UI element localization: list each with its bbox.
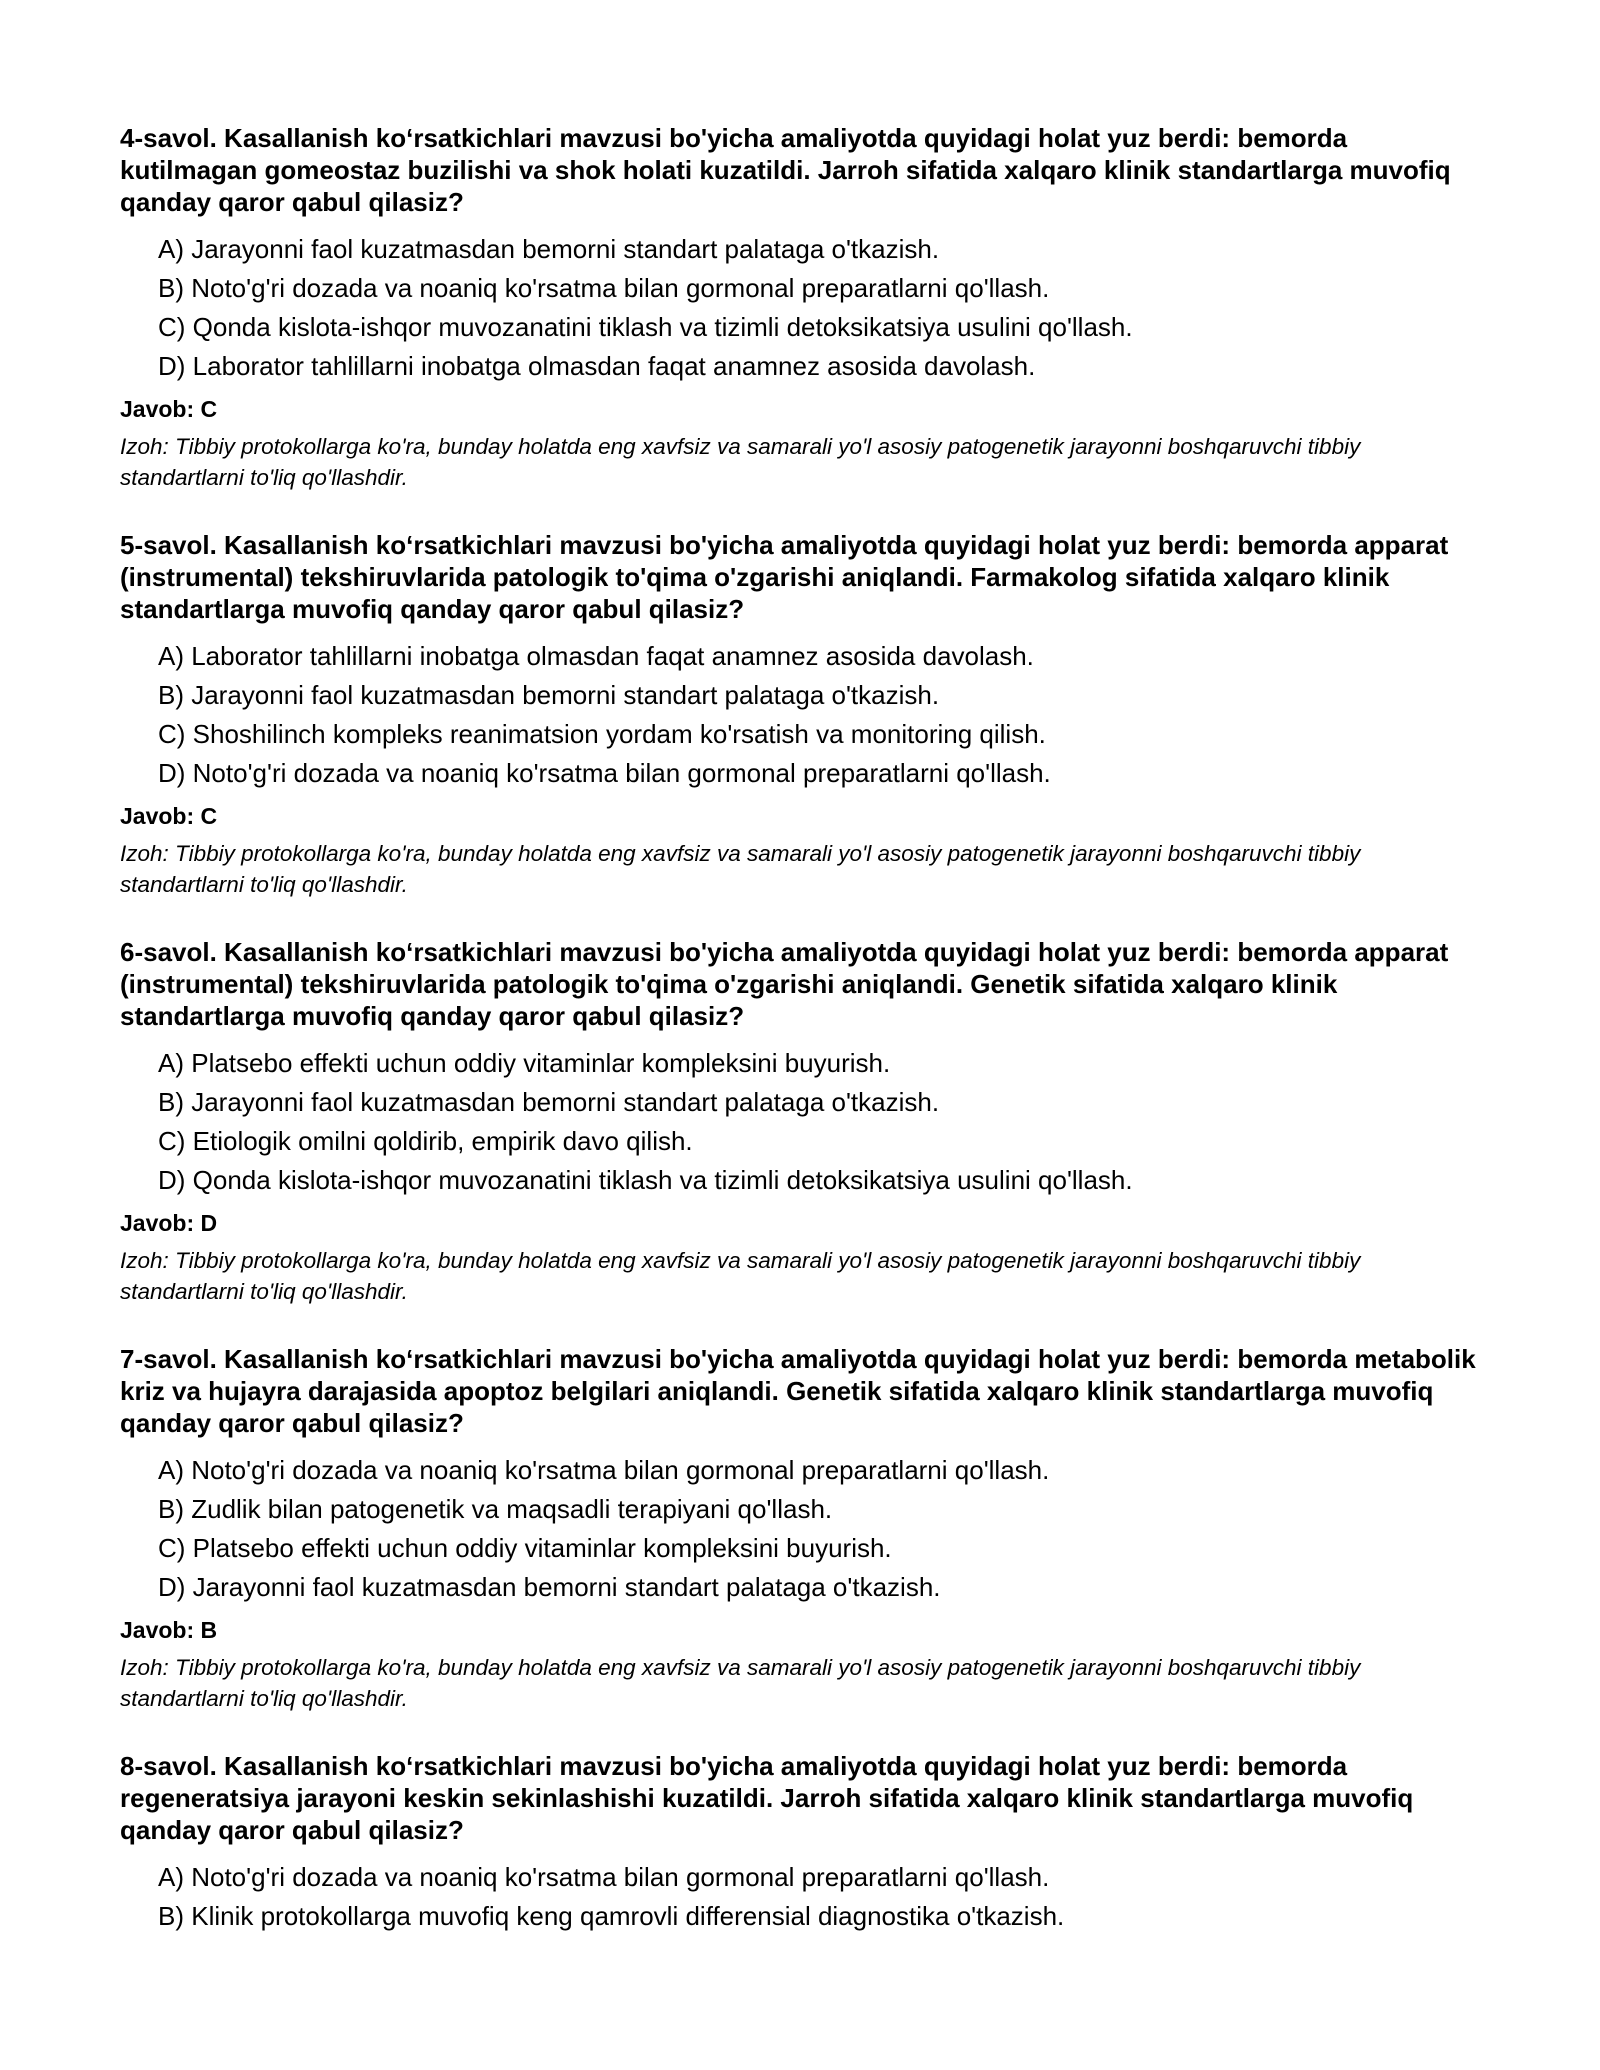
option-d: D) Noto'g'ri dozada va noaniq ko'rsatma bilan gormonal preparatlarni qo'llash. <box>158 758 1051 788</box>
option-b: B) Klinik protokollarga muvofiq keng qamrovli differensial diagnostika o'tkazish. <box>158 1901 1065 1931</box>
question-title: 4-savol. Kasallanish ko‘rsatkichlari mavzusi bo'yicha amaliyotda quyidagi holat yuz berdi: bemorda kutilmagan gomeostaz buzilishi va shok holati kuzatildi. Jarroh sifatida xalqaro klinik standartlarga muvofiq qanday qaror qabul qilasiz? <box>120 123 1451 217</box>
answer-label: Javob: C <box>120 803 218 829</box>
question-block <box>120 529 1490 900</box>
option-d: D) Laborator tahlillarni inobatga olmasdan faqat anamnez asosida davolash. <box>158 351 1036 381</box>
question-block <box>120 936 1490 1307</box>
option-a: A) Platsebo effekti uchun oddiy vitaminlar kompleksini buyurish. <box>158 1048 891 1078</box>
explanation-note: Izoh: Tibbiy protokollarga ko'ra, bunday holatda eng xavfsiz va samarali yo'l asosiy patogenetik jarayonni boshqaruvchi tibbiy standartlarni to'liq qo'llashdir. <box>120 1248 1361 1304</box>
option-c: C) Platsebo effekti uchun oddiy vitaminlar kompleksini buyurish. <box>158 1533 892 1563</box>
question-title: 6-savol. Kasallanish ko‘rsatkichlari mavzusi bo'yicha amaliyotda quyidagi holat yuz berdi: bemorda apparat (instrumental) tekshiruvlarida patologik to'qima o'zgarishi aniqlandi. Genetik sifatida xalqaro klinik standartlarga muvofiq qanday qaror qabul qilasiz? <box>120 937 1449 1031</box>
option-c: C) Qonda kislota-ishqor muvozanatini tiklash va tizimli detoksikatsiya usulini qo'llash. <box>158 312 1133 342</box>
document-page <box>120 122 1490 1972</box>
explanation-note: Izoh: Tibbiy protokollarga ko'ra, bunday holatda eng xavfsiz va samarali yo'l asosiy patogenetik jarayonni boshqaruvchi tibbiy standartlarni to'liq qo'llashdir. <box>120 841 1361 897</box>
option-c: C) Etiologik omilni qoldirib, empirik davo qilish. <box>158 1126 693 1156</box>
explanation-note: Izoh: Tibbiy protokollarga ko'ra, bunday holatda eng xavfsiz va samarali yo'l asosiy patogenetik jarayonni boshqaruvchi tibbiy standartlarni to'liq qo'llashdir. <box>120 434 1361 490</box>
options-list <box>120 1451 1490 1607</box>
question-block <box>120 122 1490 493</box>
options-list <box>120 1858 1490 1936</box>
question-block <box>120 1750 1490 1936</box>
options-list <box>120 1044 1490 1200</box>
option-a: A) Jarayonni faol kuzatmasdan bemorni standart palataga o'tkazish. <box>158 234 940 264</box>
option-b: B) Zudlik bilan patogenetik va maqsadli terapiyani qo'llash. <box>158 1494 833 1524</box>
question-title: 7-savol. Kasallanish ko‘rsatkichlari mavzusi bo'yicha amaliyotda quyidagi holat yuz berdi: bemorda metabolik kriz va hujayra darajasida apoptoz belgilari aniqlandi. Genetik sifatida xalqaro klinik standartlarga muvofiq qanday qaror qabul qilasiz? <box>120 1344 1476 1438</box>
explanation-note: Izoh: Tibbiy protokollarga ko'ra, bunday holatda eng xavfsiz va samarali yo'l asosiy patogenetik jarayonni boshqaruvchi tibbiy standartlarni to'liq qo'llashdir. <box>120 1655 1361 1711</box>
options-list <box>120 637 1490 793</box>
option-a: A) Laborator tahlillarni inobatga olmasdan faqat anamnez asosida davolash. <box>158 641 1034 671</box>
option-d: D) Qonda kislota-ishqor muvozanatini tiklash va tizimli detoksikatsiya usulini qo'llash. <box>158 1165 1133 1195</box>
answer-label: Javob: B <box>120 1617 218 1643</box>
answer-label: Javob: C <box>120 396 218 422</box>
question-title: 5-savol. Kasallanish ko‘rsatkichlari mavzusi bo'yicha amaliyotda quyidagi holat yuz berdi: bemorda apparat (instrumental) tekshiruvlarida patologik to'qima o'zgarishi aniqlandi. Farmakolog sifatida xalqaro klinik standartlarga muvofiq qanday qaror qabul qilasiz? <box>120 530 1449 624</box>
option-b: B) Jarayonni faol kuzatmasdan bemorni standart palataga o'tkazish. <box>158 680 940 710</box>
answer-label: Javob: D <box>120 1210 218 1236</box>
option-b: B) Noto'g'ri dozada va noaniq ko'rsatma bilan gormonal preparatlarni qo'llash. <box>158 273 1050 303</box>
options-list <box>120 230 1490 386</box>
option-b: B) Jarayonni faol kuzatmasdan bemorni standart palataga o'tkazish. <box>158 1087 940 1117</box>
question-block <box>120 1343 1490 1714</box>
option-a: A) Noto'g'ri dozada va noaniq ko'rsatma bilan gormonal preparatlarni qo'llash. <box>158 1455 1050 1485</box>
option-a: A) Noto'g'ri dozada va noaniq ko'rsatma bilan gormonal preparatlarni qo'llash. <box>158 1862 1050 1892</box>
option-c: C) Shoshilinch kompleks reanimatsion yordam ko'rsatish va monitoring qilish. <box>158 719 1046 749</box>
option-d: D) Jarayonni faol kuzatmasdan bemorni standart palataga o'tkazish. <box>158 1572 941 1602</box>
question-title: 8-savol. Kasallanish ko‘rsatkichlari mavzusi bo'yicha amaliyotda quyidagi holat yuz berdi: bemorda regeneratsiya jarayoni keskin sekinlashishi kuzatildi. Jarroh sifatida xalqaro klinik standartlarga muvofiq qanday qaror qabul qilasiz? <box>120 1751 1414 1845</box>
